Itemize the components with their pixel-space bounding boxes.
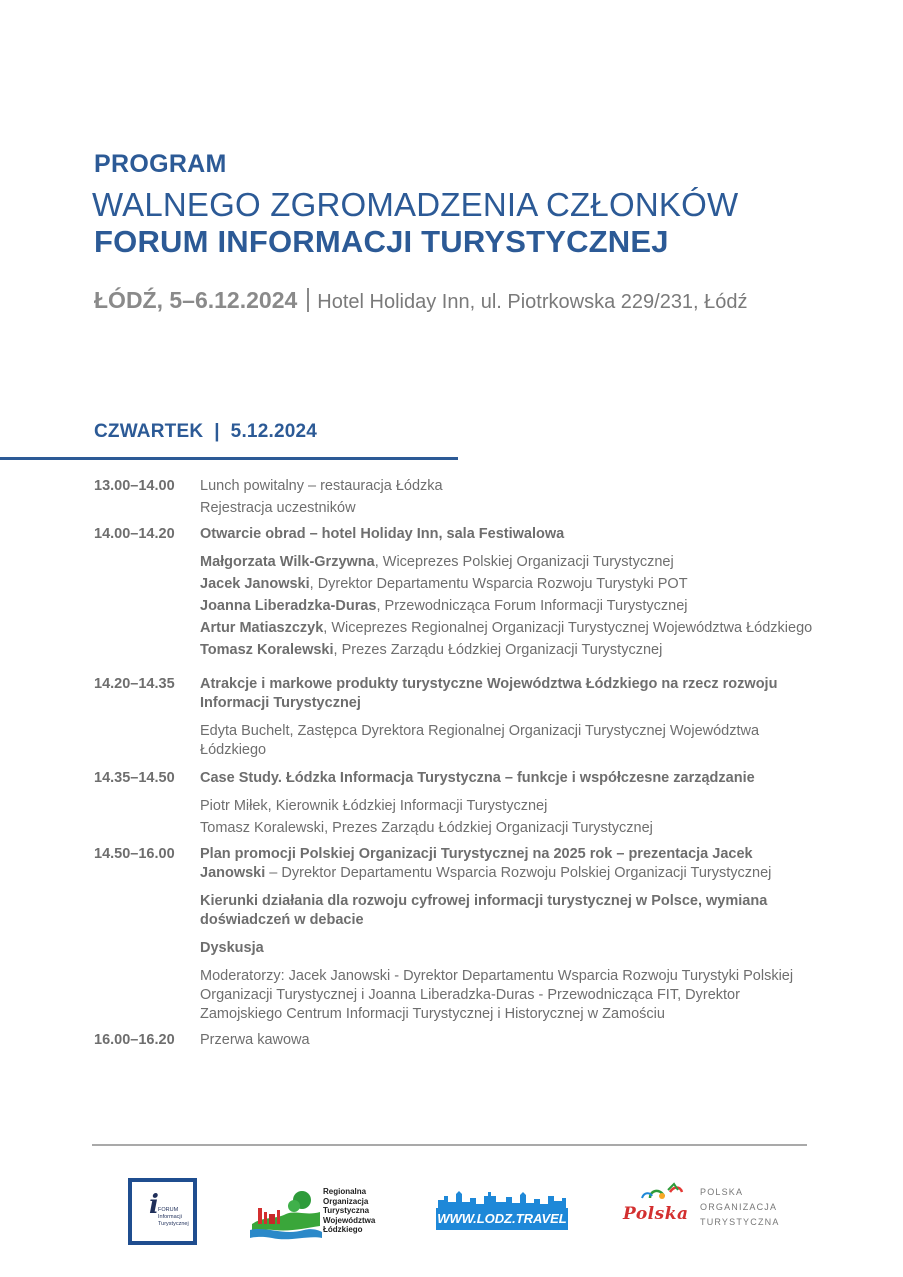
speaker-line xyxy=(200,819,814,838)
speaker-name: Jacek Janowski xyxy=(200,576,310,592)
skyline-icon xyxy=(436,1190,568,1210)
rot-landscape-icon xyxy=(250,1186,322,1241)
schedule-time: 13.00–14.00 xyxy=(94,478,175,494)
session-title: Atrakcje i markowe produkty turystyczne Województwa Łódzkiego na rzecz rozwoju Informacji Turystycznej xyxy=(200,676,778,711)
speaker-line xyxy=(200,797,814,816)
fit-logo-text: FORUM Informacji Turystycznej xyxy=(158,1207,189,1227)
speaker-line xyxy=(200,553,814,572)
event-location xyxy=(94,287,748,314)
speaker-line xyxy=(200,967,814,1024)
speaker-role: Przerwa kawowa xyxy=(200,1032,310,1048)
program-title: PROGRAM xyxy=(94,150,227,178)
speaker-name: Artur Matiaszczyk xyxy=(200,620,324,636)
session-title: Dyskusja xyxy=(200,940,264,956)
schedule-time: 14.35–14.50 xyxy=(94,770,175,786)
session-title-rest: – Dyrektor Departamentu Wsparcia Rozwoju Polskiej Organizacji Turystycznej xyxy=(265,865,772,881)
pot-logo xyxy=(620,1182,780,1232)
day-heading: CZWARTEK | 5.12.2024 xyxy=(94,421,318,442)
separator-bar xyxy=(307,288,309,312)
schedule-time: 14.00–14.20 xyxy=(94,526,175,542)
schedule-content xyxy=(200,477,814,521)
speaker-line xyxy=(200,641,814,660)
speaker-role: , Dyrektor Departamentu Wsparcia Rozwoju Turystyki POT xyxy=(309,576,688,592)
speaker-role: , Wiceprezes Regionalnej Organizacji Turystycznej Województwa Łódzkiego xyxy=(323,620,813,636)
speaker-role: Piotr Miłek, Kierownik Łódzkiej Informacji Turystycznej xyxy=(200,798,548,814)
speaker-role: Tomasz Koralewski, Prezes Zarządu Łódzkiej Organizacji Turystycznej xyxy=(200,820,653,836)
schedule-item xyxy=(94,769,814,841)
schedule-item xyxy=(94,675,814,763)
session-title xyxy=(200,845,814,883)
speaker-role: Rejestracja uczestników xyxy=(200,500,356,516)
session-title: Kierunki działania dla rozwoju cyfrowej informacji turystycznej w Polsce, wymiana doświadczeń w debacie xyxy=(200,893,768,928)
forum-title: FORUM INFORMACJI TURYSTYCZNEJ xyxy=(94,224,669,259)
speaker-line xyxy=(200,597,814,616)
speaker-role: , Prezes Zarządu Łódzkiej Organizacji Turystycznej xyxy=(333,642,663,658)
assembly-subtitle: WALNEGO ZGROMADZENIA CZŁONKÓW xyxy=(92,186,739,223)
speaker-role: Lunch powitalny – restauracja Łódzka xyxy=(200,478,443,494)
polska-wordmark: Polska xyxy=(623,1204,689,1224)
speaker-line xyxy=(200,619,814,638)
schedule-time: 16.00–16.20 xyxy=(94,1032,175,1048)
footer-divider xyxy=(92,1144,807,1146)
speaker-name: Tomasz Koralewski xyxy=(200,642,334,658)
pot-logo-text: POLSKA ORGANIZACJA TURYSTYCZNA xyxy=(700,1187,780,1227)
schedule-content xyxy=(200,1031,814,1053)
session-title-bold: Plan promocji Polskiej Organizacji Turystycznej na 2025 rok – prezentacja Jacek Janowski xyxy=(200,846,753,881)
schedule-content xyxy=(200,845,814,1027)
schedule-item xyxy=(94,525,814,663)
schedule-content xyxy=(200,675,814,763)
rot-lodzkie-logo xyxy=(250,1186,385,1241)
speaker-role: , Przewodnicząca Forum Informacji Turystycznej xyxy=(376,598,688,614)
schedule-time: 14.50–16.00 xyxy=(94,846,175,862)
session-title: Otwarcie obrad – hotel Holiday Inn, sala Festiwalowa xyxy=(200,526,565,542)
schedule-content xyxy=(200,525,814,663)
speaker-role: Edyta Buchelt, Zastępca Dyrektora Regionalnej Organizacji Turystycznej Województwa Łódzkiego xyxy=(200,723,760,758)
city-date: ŁÓDŹ, 5–6.12.2024 xyxy=(94,287,298,313)
venue-address: Hotel Holiday Inn, ul. Piotrkowska 229/231, Łódź xyxy=(317,291,748,313)
rot-logo-text: Regionalna Organizacja Turystyczna Województwa Łódzkiego xyxy=(323,1187,376,1234)
schedule-time: 14.20–14.35 xyxy=(94,676,175,692)
schedule-item xyxy=(94,845,814,1027)
fit-logo xyxy=(128,1178,197,1245)
speaker-role: , Wiceprezes Polskiej Organizacji Turystycznej xyxy=(374,554,674,570)
speaker-role: Moderatorzy: Jacek Janowski - Dyrektor Departamentu Wsparcia Rozwoju Turystyki Polskiej Organizacji Turystycznej i Joanna Liberadzka-Duras - Przewodnicząca FIT, Dyrektor Zamojskiego Centrum Informacji Turystycznej i Historycznej w Zamościu xyxy=(200,968,794,1022)
info-icon: i xyxy=(149,1190,159,1220)
speaker-line xyxy=(200,1031,814,1050)
speaker-line xyxy=(200,477,814,496)
speaker-name: Joanna Liberadzka-Duras xyxy=(200,598,377,614)
schedule-item xyxy=(94,477,814,521)
lodz-travel-logo xyxy=(436,1190,568,1232)
speaker-line xyxy=(200,722,814,760)
lodz-travel-text: WWW.LODZ.TRAVEL xyxy=(437,1211,567,1226)
speaker-line xyxy=(200,575,814,594)
speaker-line xyxy=(200,499,814,518)
schedule-content xyxy=(200,769,814,841)
day-heading-rule xyxy=(0,457,458,460)
speaker-name: Małgorzata Wilk-Grzywna xyxy=(200,554,375,570)
session-title: Case Study. Łódzka Informacja Turystyczna – funkcje i współczesne zarządzanie xyxy=(200,770,755,786)
schedule xyxy=(94,477,814,1053)
schedule-item xyxy=(94,1031,814,1053)
